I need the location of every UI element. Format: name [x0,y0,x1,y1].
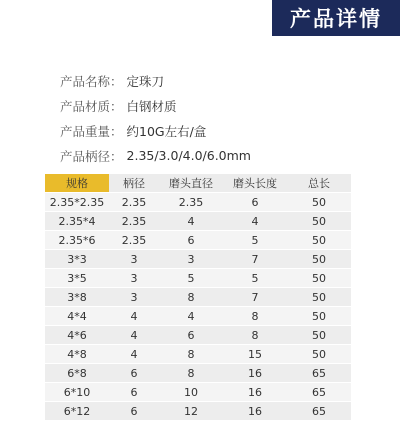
info-value: 白钢材质 [126,98,177,114]
table-row [45,231,351,250]
table-cell: 6*10 [45,383,109,402]
table-cell: 50 [287,288,351,307]
page-title: 产品详情 [290,7,382,31]
table-cell: 8 [223,326,287,345]
table-cell: 4 [109,307,159,326]
table-cell: 16 [223,383,287,402]
table-cell: 50 [287,231,351,250]
table-cell: 15 [223,345,287,364]
info-row-material [60,93,251,118]
table-cell: 6 [109,364,159,383]
product-info [60,68,251,168]
table-cell: 4*4 [45,307,109,326]
spec-table [45,174,351,421]
table-cell: 3*5 [45,269,109,288]
table-cell: 2.35*6 [45,231,109,250]
table-row [45,402,351,421]
table-cell: 3 [109,250,159,269]
table-row [45,288,351,307]
table-cell: 2.35 [159,193,223,212]
table-cell: 6*12 [45,402,109,421]
table-cell: 3 [109,269,159,288]
table-cell: 12 [159,402,223,421]
table-cell: 4 [159,307,223,326]
table-cell: 50 [287,250,351,269]
info-row-weight [60,118,251,143]
column-header-total-length: 总长 [287,174,351,193]
table-cell: 50 [287,193,351,212]
table-cell: 65 [287,402,351,421]
table-cell: 10 [159,383,223,402]
info-value: 定珠刀 [126,73,165,89]
table-cell: 6 [109,383,159,402]
column-header-shank: 柄径 [109,174,159,193]
table-cell: 65 [287,364,351,383]
table-cell: 3*8 [45,288,109,307]
table-cell: 5 [223,231,287,250]
table-cell: 4 [109,345,159,364]
table-cell: 7 [223,250,287,269]
table-cell: 50 [287,326,351,345]
table-cell: 8 [223,307,287,326]
table-cell: 50 [287,307,351,326]
table-cell: 5 [159,269,223,288]
table-cell: 2.35 [109,212,159,231]
table-row [45,212,351,231]
header-banner [0,0,400,36]
table-cell: 8 [159,288,223,307]
table-cell: 50 [287,345,351,364]
table-header-row [45,174,351,193]
info-label: 产品名称： [60,73,123,89]
table-cell: 50 [287,212,351,231]
table-row [45,269,351,288]
column-header-spec: 规格 [45,174,109,193]
table-cell: 5 [223,269,287,288]
table-cell: 6 [109,402,159,421]
table-cell: 6 [223,193,287,212]
info-label: 产品重量： [60,123,123,139]
table-cell: 50 [287,269,351,288]
table-row [45,383,351,402]
table-cell: 16 [223,402,287,421]
table-cell: 8 [159,345,223,364]
column-header-head-length: 磨头长度 [223,174,287,193]
info-row-name [60,68,251,93]
table-cell: 7 [223,288,287,307]
table-cell: 65 [287,383,351,402]
table-body [45,193,351,421]
table-cell: 3*3 [45,250,109,269]
table-cell: 2.35 [109,231,159,250]
table-cell: 2.35 [109,193,159,212]
column-header-head-diameter: 磨头直径 [159,174,223,193]
table-cell: 4*8 [45,345,109,364]
info-value: 约10G左右/盒 [126,123,207,139]
table-cell: 6 [159,231,223,250]
info-label: 产品材质： [60,98,123,114]
header-title-box [272,0,400,36]
table-cell: 4 [159,212,223,231]
table-cell: 4 [223,212,287,231]
table-cell: 6*8 [45,364,109,383]
table-cell: 6 [159,326,223,345]
info-value: 2.35/3.0/4.0/6.0mm [126,148,251,163]
info-label: 产品柄径： [60,148,123,164]
table-row [45,326,351,345]
table-cell: 3 [109,288,159,307]
table-cell: 4*6 [45,326,109,345]
table-row [45,345,351,364]
table-cell: 3 [159,250,223,269]
table-cell: 16 [223,364,287,383]
table-row [45,307,351,326]
table-cell: 8 [159,364,223,383]
table-row [45,193,351,212]
table-cell: 2.35*2.35 [45,193,109,212]
table-row [45,250,351,269]
table-cell: 4 [109,326,159,345]
table-row [45,364,351,383]
info-row-shank [60,143,251,168]
table-cell: 2.35*4 [45,212,109,231]
